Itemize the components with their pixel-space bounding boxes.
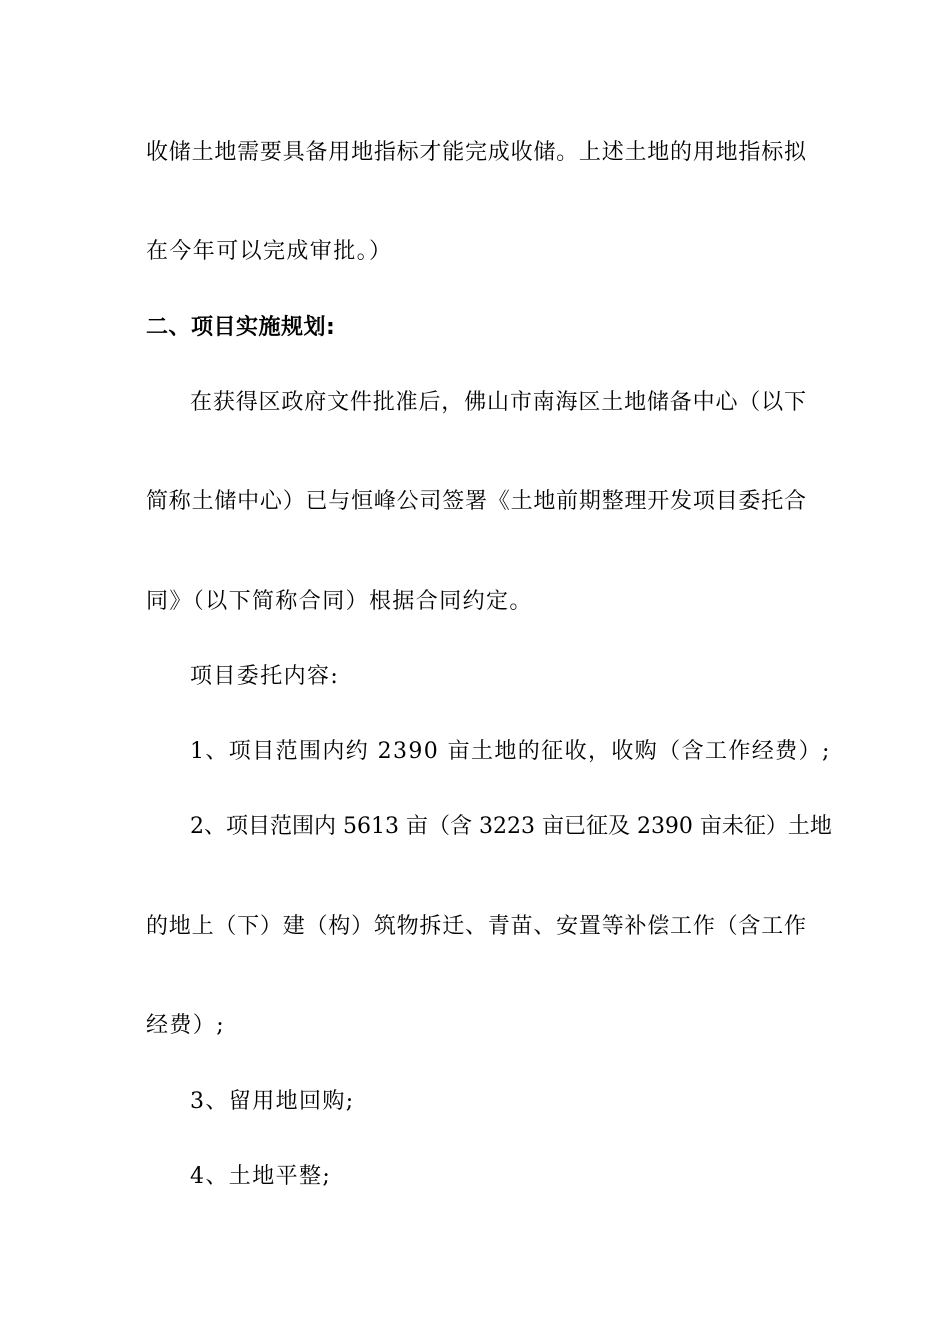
list-item-2-continued: 的地上（下）建（构）筑物拆迁、青苗、安置等补偿工作（含工作	[146, 914, 806, 939]
paragraph-line-3: 在获得区政府文件批准后，佛山市南海区土地储备中心（以下	[190, 390, 806, 415]
list-item-2-end: 经费）;	[146, 1013, 226, 1038]
list-item-3: 3、留用地回购;	[190, 1089, 355, 1114]
list-item-2: 2、项目范围内 5613 亩（含 3223 亩已征及 2390 亩未征）土地	[190, 814, 832, 839]
list-item-1: 1、项目范围内约 2390 亩土地的征收，收购（含工作经费）;	[190, 739, 831, 764]
paragraph-line-5: 同》（以下简称合同）根据合同约定。	[146, 589, 533, 614]
paragraph-line-2: 在今年可以完成审批。）	[146, 239, 393, 264]
paragraph-line-4: 简称土储中心）已与恒峰公司签署《土地前期整理开发项目委托合	[146, 489, 806, 514]
list-heading: 项目委托内容:	[190, 664, 340, 689]
paragraph-line-1: 收储土地需要具备用地指标才能完成收储。上述土地的用地指标拟	[146, 140, 806, 165]
list-item-4: 4、土地平整;	[190, 1164, 332, 1189]
section-heading: 二、项目实施规划:	[146, 315, 336, 340]
